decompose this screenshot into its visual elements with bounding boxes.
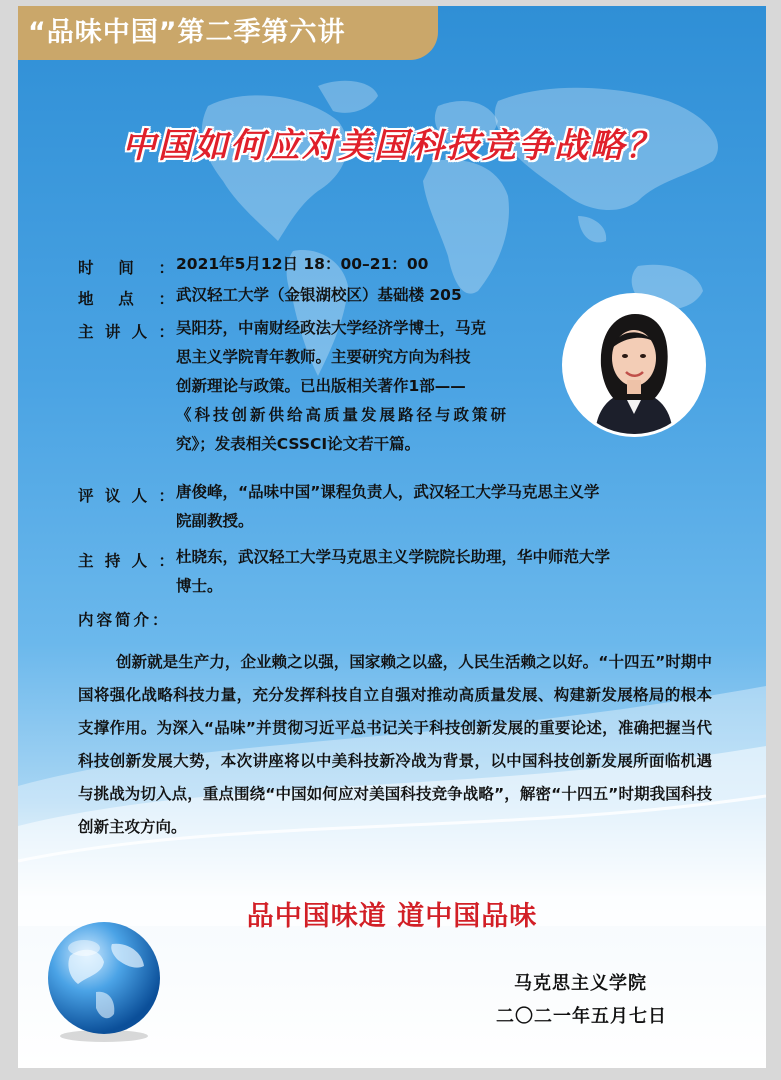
detail-label: 时间： [78, 259, 174, 277]
lecture-title: 中国如何应对美国科技竞争战略？ [122, 126, 662, 166]
signature-date: 二〇二一年五月七日 [496, 1006, 667, 1027]
slogan: 品中国味道 道中国品味 [246, 901, 538, 932]
detail-label: 地点： [78, 290, 174, 308]
detail-value: 博士。 [176, 577, 223, 595]
detail-label: 评议人： [78, 487, 174, 505]
detail-value: 创新理论与政策。已出版相关著作1部—— [176, 377, 466, 395]
detail-value: 2021年5月12日 18：00–21：00 [176, 255, 429, 273]
signature-org: 马克思主义学院 [514, 973, 647, 994]
poster [18, 6, 766, 1068]
detail-value: 吴阳芬，中南财经政法大学经济学博士，马克 [176, 319, 487, 337]
detail-value: 唐俊峰，“品味中国”课程负责人，武汉轻工大学马克思主义学 [176, 483, 600, 501]
intro-heading: 内容简介： [78, 611, 171, 629]
detail-value: 武汉轻工大学（金银湖校区）基础楼 205 [176, 286, 462, 304]
speaker-photo [565, 296, 703, 434]
intro-text: 创新就是生产力，企业赖之以强，国家赖之以盛，人民生活赖之以好。“十四五”时期中国将强化战略科技力量，充分发挥科技自立自强对推动高质量发展、构建新发展格局的根本支撑作用。为深入“品味”并贯彻习近平总书记关于科技创新发展的重要论述，准确把握当代科技创新发展大势，本次讲座将以中美科技新冷战为背景，以中国科技创新发展所面临机遇与挑战为切入点，重点围绕“中国如何应对美国科技竞争战略”，解密“十四五”时期我国科技创新主攻方向。 [78, 653, 712, 836]
globe-icon [42, 918, 167, 1043]
detail-value: 院副教授。 [176, 512, 254, 530]
detail-value: 思主义学院青年教师。主要研究方向为科技 [176, 348, 471, 366]
series-badge: “品味中国”第二季第六讲 [18, 6, 438, 60]
detail-label: 主讲人： [78, 323, 174, 341]
detail-value: 杜晓东，武汉轻工大学马克思主义学院院长助理，华中师范大学 [176, 548, 611, 566]
detail-value: 《科技创新供给高质量发展路径与政策研 [176, 406, 510, 424]
detail-value: 究》；发表相关CSSCI论文若干篇。 [176, 435, 421, 453]
detail-label: 主持人： [78, 552, 174, 570]
